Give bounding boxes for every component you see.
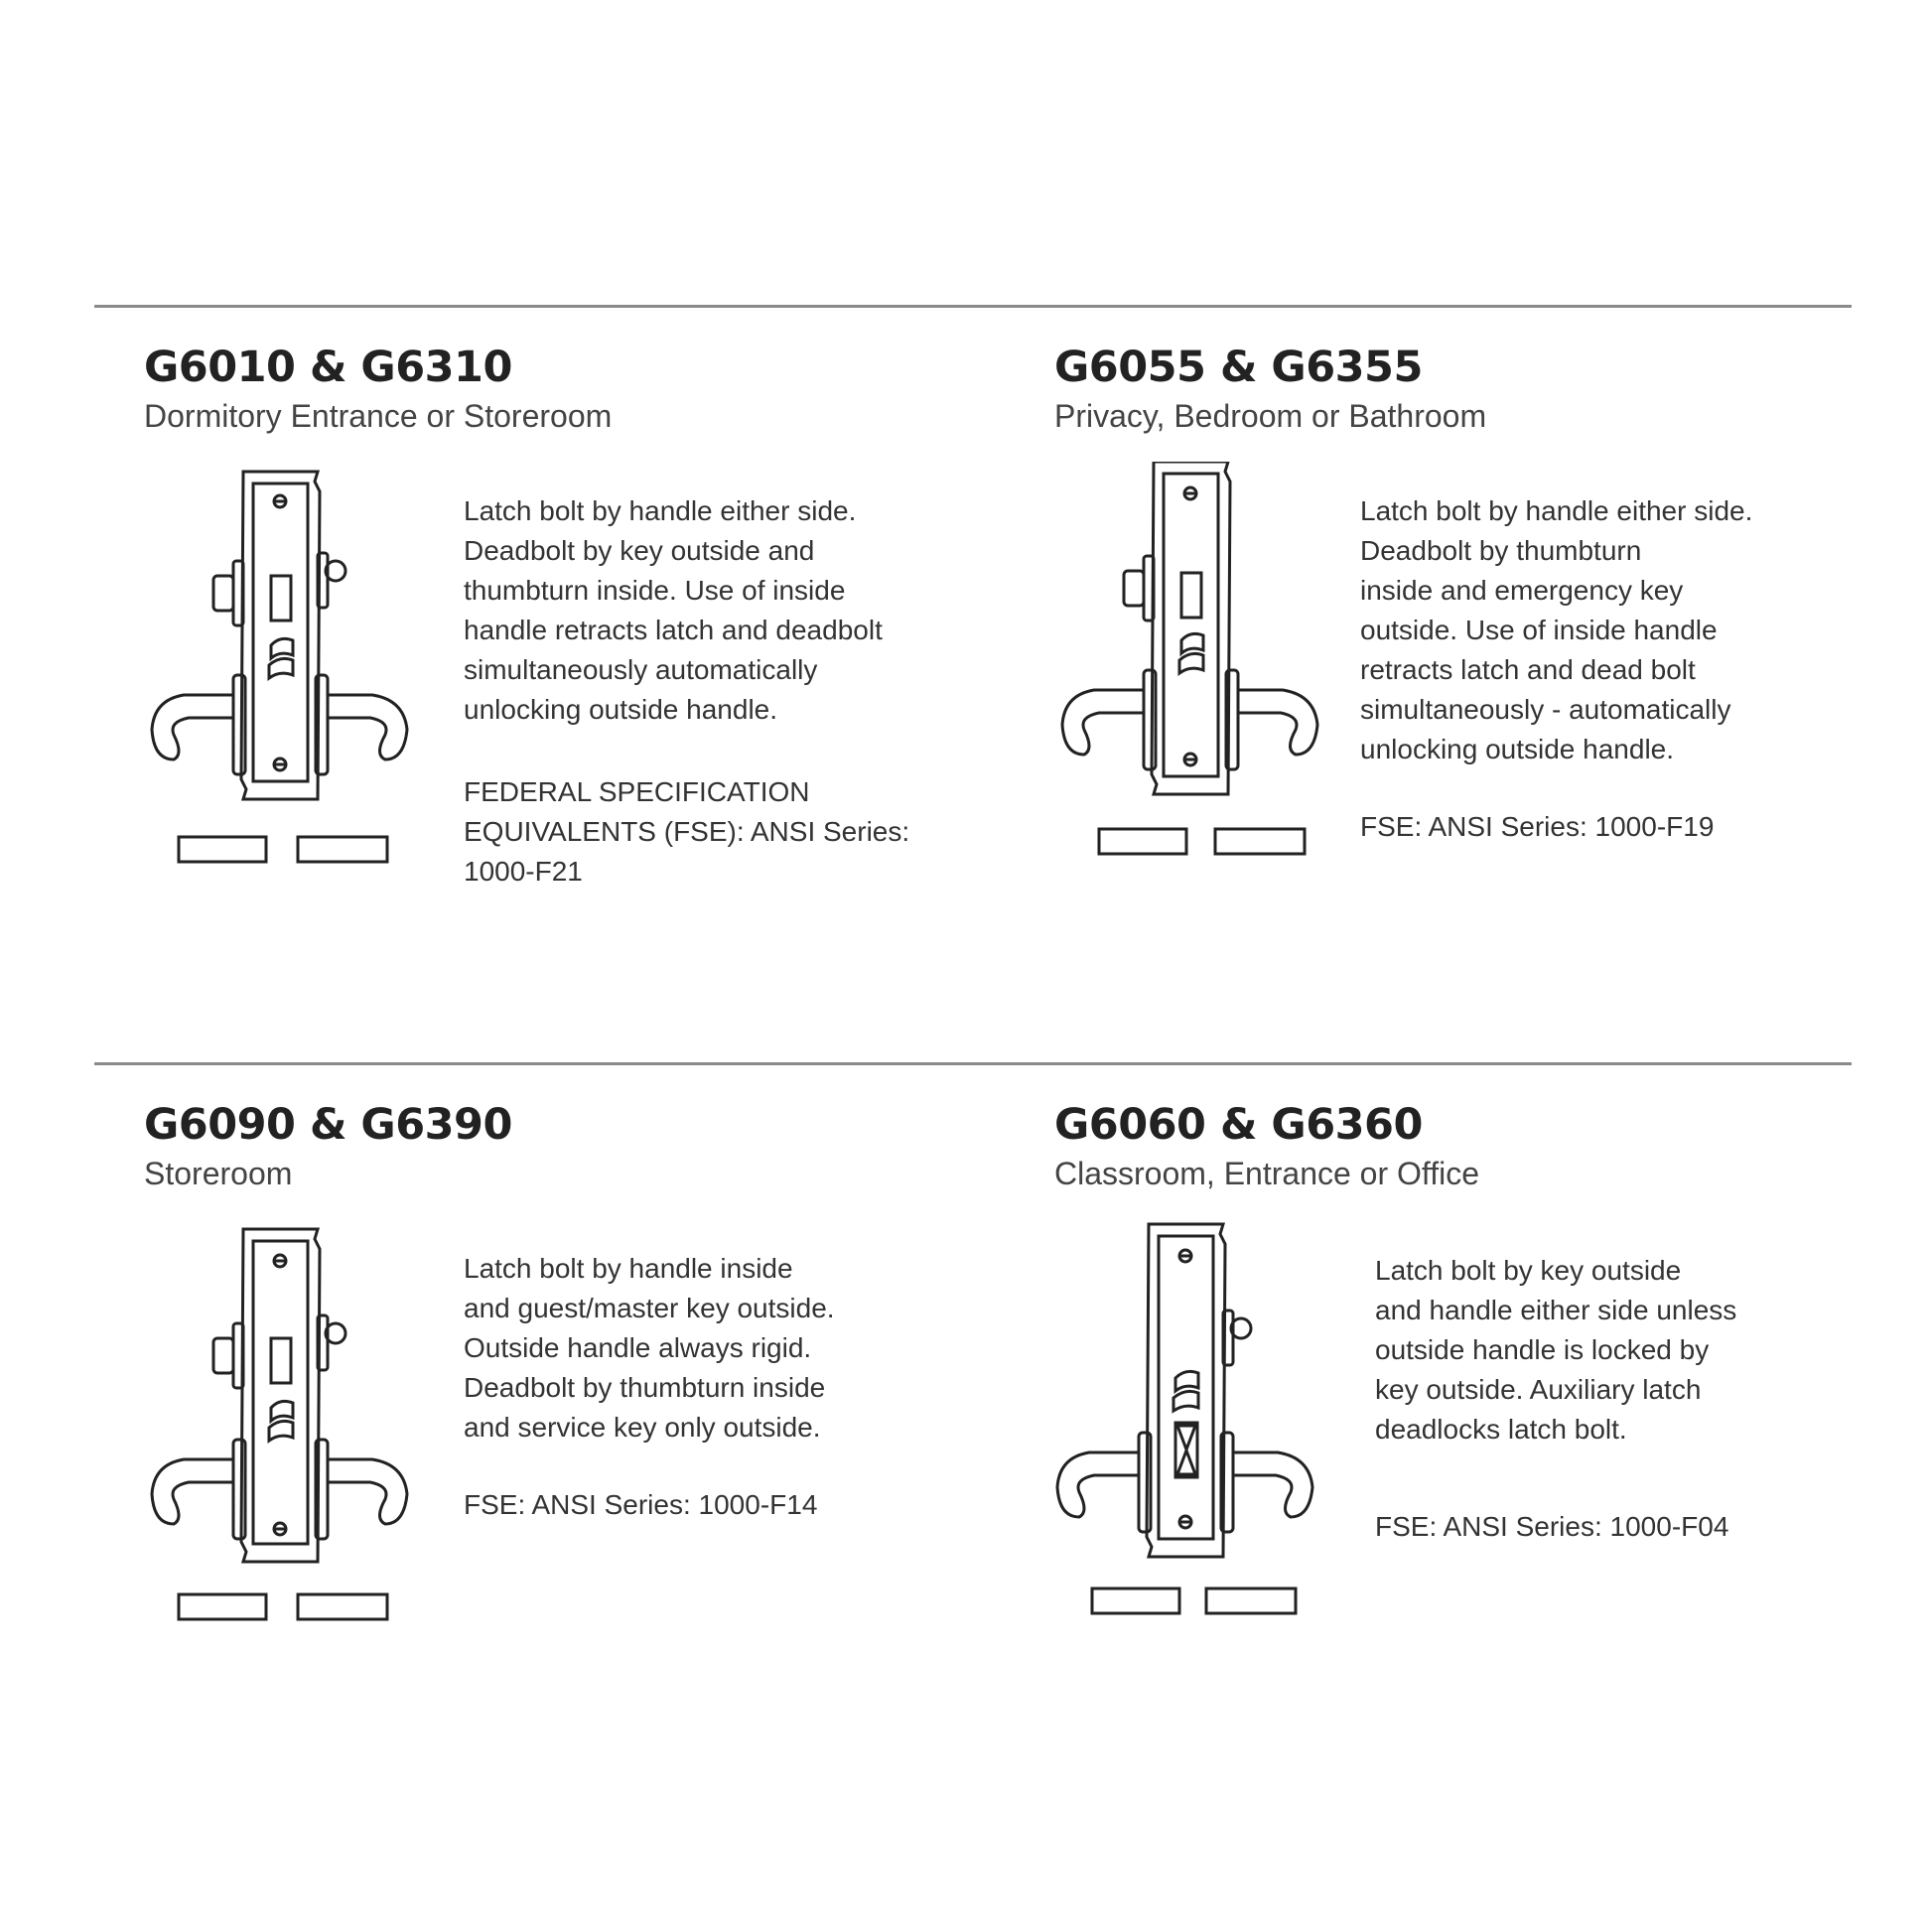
product-subtitle: Classroom, Entrance or Office — [1054, 1156, 1480, 1191]
mortise-lock-privacy-icon — [1054, 462, 1332, 889]
mortise-lock-deadbolt-icon — [144, 462, 422, 889]
section-divider-middle — [94, 1062, 1852, 1065]
product-subtitle: Privacy, Bedroom or Bathroom — [1054, 398, 1487, 434]
product-description: Latch bolt by key outside and handle either side unless outside handle is locked by key outside. Auxiliary latch deadlocks latch bolt. — [1375, 1255, 1737, 1445]
product-title: G6010 & G6310 — [144, 343, 512, 392]
product-subtitle: Dormitory Entrance or Storeroom — [144, 398, 613, 434]
product-title: G6090 & G6390 — [144, 1100, 512, 1150]
product-g6010 — [144, 343, 1018, 898]
mortise-lock-storeroom-icon — [144, 1219, 422, 1646]
product-subtitle: Storeroom — [144, 1156, 293, 1191]
product-g6060 — [1054, 1100, 1928, 1656]
product-fse: FSE: ANSI Series: 1000-F14 — [464, 1489, 818, 1520]
product-description: Latch bolt by handle either side. Deadbolt by key outside and thumbturn inside. Use of inside handle retracts latch and deadbolt simultaneously automatically unlocking outside handle. — [464, 495, 883, 725]
product-description: Latch bolt by handle inside and guest/master key outside. Outside handle always rigid. Deadbolt by thumbturn inside and service key only outside. — [464, 1253, 835, 1443]
mortise-lock-classroom-icon — [1054, 1219, 1332, 1646]
product-fse: FSE: ANSI Series: 1000-F04 — [1375, 1511, 1729, 1542]
product-fse: FSE: ANSI Series: 1000-F19 — [1360, 811, 1715, 842]
product-title: G6060 & G6360 — [1054, 1100, 1423, 1150]
section-divider-top — [94, 305, 1852, 308]
product-fse: FEDERAL SPECIFICATION EQUIVALENTS (FSE): ANSI Series: 1000-F21 — [464, 776, 910, 887]
product-g6090 — [144, 1100, 1018, 1656]
product-title: G6055 & G6355 — [1054, 343, 1423, 392]
product-description: Latch bolt by handle either side. Deadbolt by thumbturn inside and emergency key outside. Use of inside handle retracts latch and dead bolt simultaneously - automatically unlocking outside handle. — [1360, 495, 1753, 764]
product-g6055 — [1054, 343, 1928, 898]
